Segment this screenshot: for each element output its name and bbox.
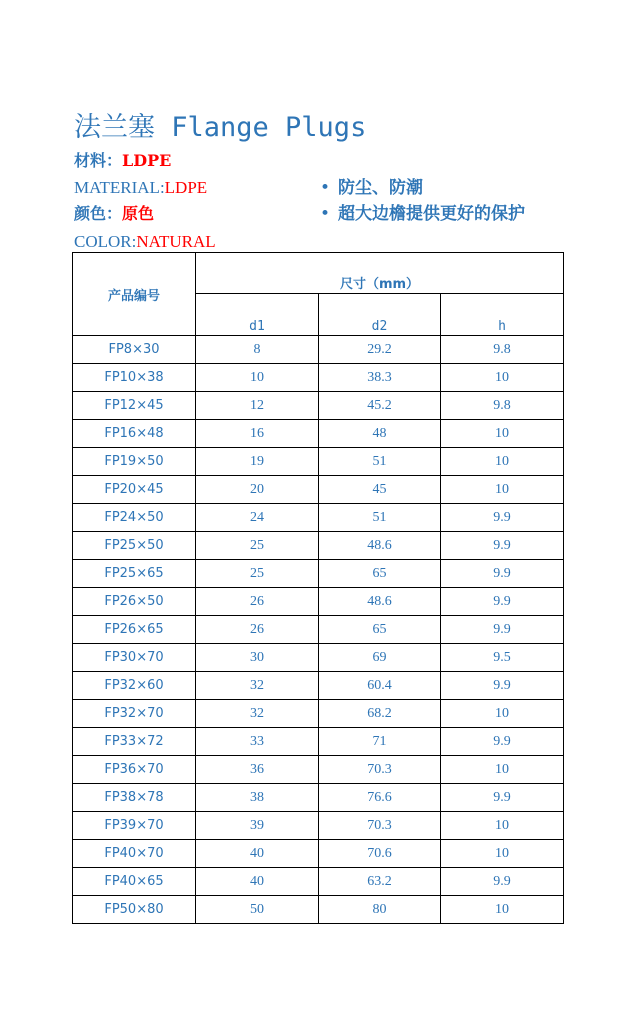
table-row [73,812,564,840]
table-row [73,756,564,784]
material-cn-value: LDPE [122,151,172,170]
cell-d2: 80 [319,896,441,924]
color-cn-value: 原色 [122,204,155,223]
cell-model: FP24×50 [73,504,196,532]
cell-h: 9.9 [441,588,564,616]
cell-model: FP40×65 [73,868,196,896]
cell-d2: 51 [319,504,441,532]
cell-d1: 38 [196,784,319,812]
cell-d2: 65 [319,560,441,588]
cell-model: FP8×30 [73,336,196,364]
cell-h: 10 [441,840,564,868]
cell-model: FP12×45 [73,392,196,420]
table-row [73,448,564,476]
table-row [73,616,564,644]
cell-h: 10 [441,364,564,392]
cell-model: FP33×72 [73,728,196,756]
col-header-model: 产品编号 [73,253,196,336]
table-row [73,476,564,504]
cell-model: FP38×78 [73,784,196,812]
cell-d1: 25 [196,532,319,560]
feature-item [320,203,525,225]
cell-d1: 24 [196,504,319,532]
header-row [73,253,564,294]
table-row [73,840,564,868]
page-title: 法兰塞 Flange Plugs [74,112,367,143]
cell-d2: 48.6 [319,532,441,560]
cell-d1: 40 [196,868,319,896]
cell-h: 9.9 [441,868,564,896]
bullet-icon: • [320,204,331,224]
cell-h: 10 [441,756,564,784]
table-row [73,532,564,560]
color-en-label: COLOR: [74,232,137,251]
cell-d1: 12 [196,392,319,420]
cell-model: FP10×38 [73,364,196,392]
cell-d2: 48 [319,420,441,448]
cell-model: FP39×70 [73,812,196,840]
cell-d2: 70.6 [319,840,441,868]
cell-h: 10 [441,700,564,728]
cell-h: 10 [441,896,564,924]
cell-d2: 45.2 [319,392,441,420]
table-row [73,700,564,728]
cell-h: 9.9 [441,560,564,588]
cell-d1: 26 [196,616,319,644]
cell-d1: 19 [196,448,319,476]
table-row [73,420,564,448]
cell-d1: 40 [196,840,319,868]
cell-d2: 63.2 [319,868,441,896]
cell-model: FP26×50 [73,588,196,616]
col-header-d1: d1 [196,294,319,336]
table-row [73,364,564,392]
material-en-value: LDPE [164,178,208,197]
cell-h: 10 [441,812,564,840]
cell-model: FP19×50 [73,448,196,476]
cell-model: FP25×50 [73,532,196,560]
cell-model: FP20×45 [73,476,196,504]
cell-d2: 68.2 [319,700,441,728]
material-cn-label: 材料： [74,151,123,170]
cell-model: FP16×48 [73,420,196,448]
cell-h: 9.9 [441,784,564,812]
table-body [73,336,564,924]
color-cn-label: 颜色： [74,204,123,223]
table-row [73,392,564,420]
cell-d2: 60.4 [319,672,441,700]
material-en-line [74,177,207,199]
table-row [73,784,564,812]
cell-h: 9.5 [441,644,564,672]
cell-d2: 29.2 [319,336,441,364]
table-row [73,504,564,532]
cell-d2: 76.6 [319,784,441,812]
color-cn-line [74,203,154,225]
cell-model: FP30×70 [73,644,196,672]
cell-d1: 10 [196,364,319,392]
table-row [73,728,564,756]
cell-d1: 39 [196,812,319,840]
cell-h: 9.9 [441,728,564,756]
cell-d1: 50 [196,896,319,924]
cell-d1: 8 [196,336,319,364]
bullet-icon: • [320,178,331,198]
cell-h: 9.9 [441,532,564,560]
feature-item [320,177,423,199]
col-header-dimensions: 尺寸（mm） [196,253,564,294]
cell-d1: 20 [196,476,319,504]
cell-d1: 36 [196,756,319,784]
cell-d2: 70.3 [319,812,441,840]
cell-d1: 16 [196,420,319,448]
cell-d2: 51 [319,448,441,476]
cell-d2: 38.3 [319,364,441,392]
table-row [73,336,564,364]
cell-h: 10 [441,476,564,504]
col-header-h: h [441,294,564,336]
table-row [73,644,564,672]
cell-model: FP40×70 [73,840,196,868]
table-row [73,560,564,588]
cell-d1: 26 [196,588,319,616]
cell-d2: 69 [319,644,441,672]
cell-d1: 25 [196,560,319,588]
cell-d2: 65 [319,616,441,644]
cell-d2: 71 [319,728,441,756]
table-row [73,588,564,616]
cell-h: 10 [441,420,564,448]
feature-text: 防尘、防潮 [338,178,424,198]
cell-model: FP36×70 [73,756,196,784]
cell-h: 9.8 [441,392,564,420]
cell-d2: 48.6 [319,588,441,616]
cell-model: FP25×65 [73,560,196,588]
color-en-line [74,231,216,253]
cell-h: 9.8 [441,336,564,364]
cell-d1: 33 [196,728,319,756]
cell-d2: 45 [319,476,441,504]
cell-model: FP32×70 [73,700,196,728]
feature-text: 超大边檐提供更好的保护 [338,204,526,224]
cell-h: 9.9 [441,504,564,532]
table-row [73,868,564,896]
cell-model: FP50×80 [73,896,196,924]
cell-d1: 32 [196,700,319,728]
cell-d1: 30 [196,644,319,672]
spec-table [72,252,564,924]
material-cn-line [74,150,171,172]
color-en-value: NATURAL [136,232,216,251]
cell-h: 9.9 [441,616,564,644]
cell-d2: 70.3 [319,756,441,784]
cell-model: FP26×65 [73,616,196,644]
cell-h: 10 [441,448,564,476]
cell-model: FP32×60 [73,672,196,700]
cell-h: 9.9 [441,672,564,700]
table-row [73,672,564,700]
material-en-label: MATERIAL: [74,178,165,197]
table-row [73,896,564,924]
col-header-d2: d2 [319,294,441,336]
cell-d1: 32 [196,672,319,700]
